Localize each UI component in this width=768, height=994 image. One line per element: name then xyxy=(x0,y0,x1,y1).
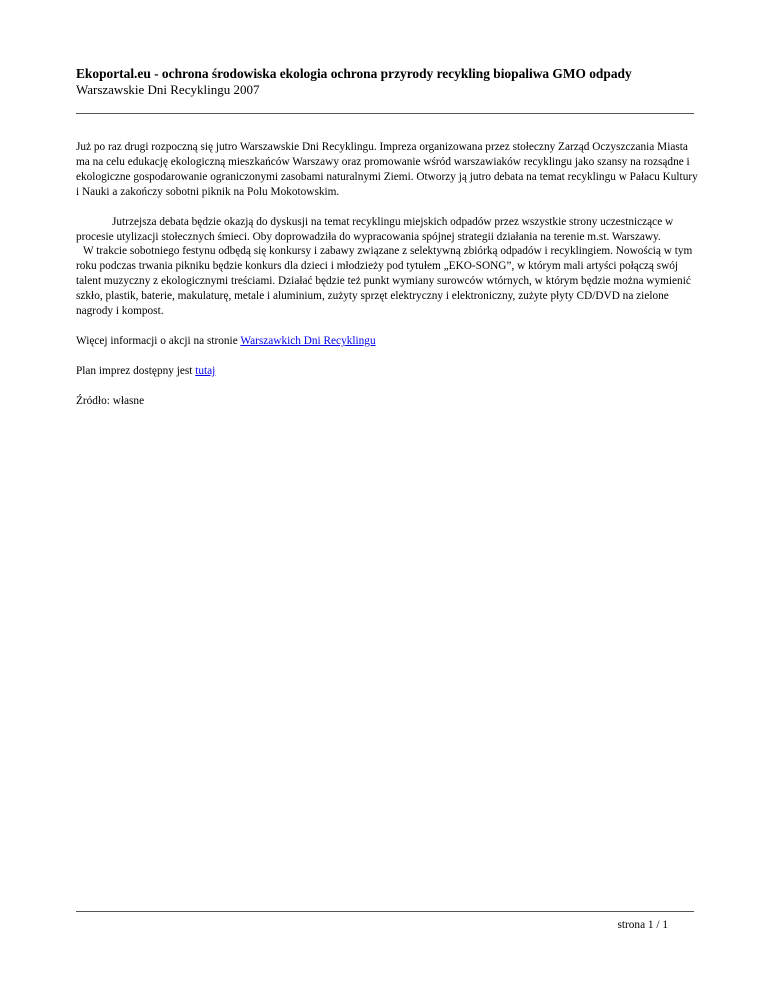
article-title: Warszawskie Dni Recyklingu 2007 xyxy=(76,82,260,97)
header-divider xyxy=(76,113,694,114)
document-header xyxy=(76,66,696,98)
source-line: Źródło: własne xyxy=(76,394,145,407)
article-paragraph-festival: W trakcie sobotniego festynu odbędą się konkursy i zabawy związane z selektywną zbiórką odpadów i recyklingiem. Nowością w tym roku podczas trwania pikniku będzie konkurs dla dzieci i młodzieży pod tytułem „EKO-SONG”, w którym mali artyści połączą swój talent muzyczny z ekologicznymi treściami. Działać będzie też punkt wymiany surowców wtórnych, w którym będzie można wymienić szkło, plastik, baterie, makulaturę, metale i aluminium, zużyty sprzęt elektryczny i elektroniczny, zużyte płyty CD/DVD na zielone nagrody i kompost. xyxy=(76,245,693,318)
site-title: Ekoportal.eu - ochrona środowiska ekologia ochrona przyrody recykling biopaliwa GMO odpady xyxy=(76,66,632,81)
article-paragraph-debate: Jutrzejsza debata będzie okazją do dyskusji na temat recyklingu miejskich odpadów przez wszystkie strony uczestniczące w procesie utylizacji stołecznych śmieci. Oby doprowadziła do wypracowania spójnej strategii działania na terenie m.st. Warszawy. xyxy=(76,215,674,243)
article-body xyxy=(76,140,698,409)
page-number: strona 1 / 1 xyxy=(617,919,668,931)
plan-text: Plan imprez dostępny jest xyxy=(76,364,196,377)
more-info-text: Więcej informacji o akcji na stronie xyxy=(76,334,241,347)
footer-divider xyxy=(76,911,694,912)
plan-line xyxy=(76,364,698,379)
article-paragraph-intro: Już po raz drugi rozpoczną się jutro Warszawskie Dni Recyklingu. Impreza organizowana przez stołeczny Zarząd Oczyszczania Miasta ma na celu edukację ekologiczną mieszkańców Warszawy oraz promowanie wśród warszawiaków recyklingu jako szansy na rozsądne i ekologiczne gospodarowanie ograniczonymi zasobami naturalnymi Ziemi. Otworzy ją jutro debata na temat recyklingu w Pałacu Kultury i Nauki a zakończy sobotni piknik na Polu Mokotowskim. xyxy=(76,141,698,198)
plan-link[interactable]: tutaj xyxy=(195,364,216,377)
more-info-line xyxy=(76,334,698,349)
recycling-days-link[interactable]: Warszawkich Dni Recyklingu xyxy=(240,334,376,347)
